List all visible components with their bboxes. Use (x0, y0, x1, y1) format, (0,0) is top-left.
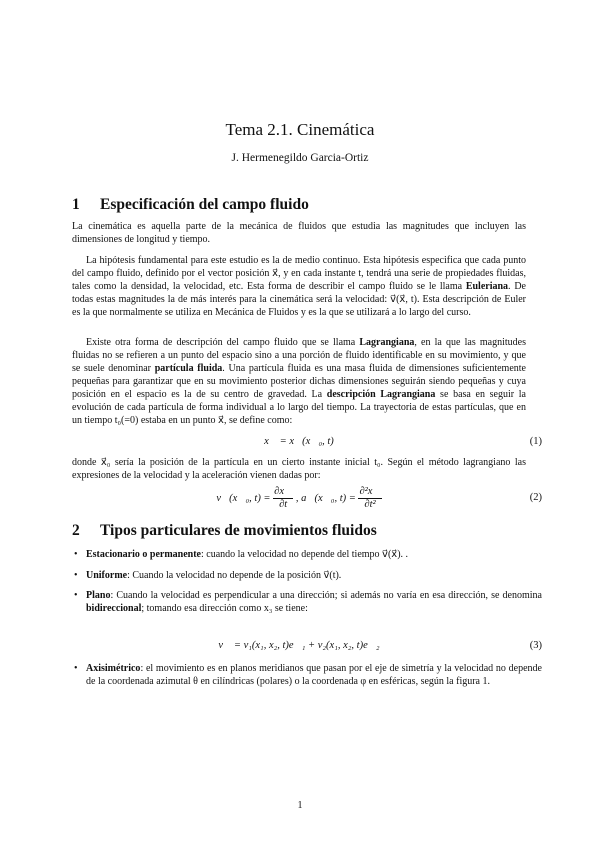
list-item-axisimetrico (74, 662, 542, 688)
fraction-acceleration (358, 486, 381, 511)
text-run: se basa en seguir la evolución de cada partícula de forma individual a lo largo del tiempo. La trayectoria de estas partículas, que en un tiempo t₀(=0) estaba en un punto x⃗, se define como: (72, 389, 526, 426)
text-run: La hipótesis fundamental para este estudio es la de medio continuo. Esta hipótesis especifica que cada punto del campo fluido, definido por el vector posición x⃗, y en cada instante t, tendrá una serie de propiedades fluidas, tales como la densidad, la velocidad, etc. Esta forma de describir el campo fluido se le llama (72, 255, 526, 292)
term-lagrangiana: Lagrangiana (359, 337, 415, 348)
list-item-text: : el movimiento es en planos meridianos que pasan por el eje de simetría y la velocidad no depende de la coordenada azimutal θ en cilíndricas (polares) o la coordenada φ en esféricas, según la figura 1. (86, 663, 542, 687)
list-item-term: Estacionario o permanente (86, 549, 201, 560)
paragraph-donde: donde x⃗₀ sería la posición de la partícula en un cierto instante inicial t₀. Según el método lagrangiano las expresiones de la velocidad y la aceleración vienen dadas por: (72, 457, 526, 481)
list-item-term: Uniforme (86, 570, 128, 581)
bullet-icon: • (74, 549, 78, 560)
list-item-uniforme (74, 569, 542, 582)
list-item-estacionario (74, 548, 542, 561)
equation-2-body (72, 486, 526, 511)
term-particula-fluida: partícula fluida (154, 363, 223, 374)
text-run: Existe otra forma de descripción del campo fluido que se llama (86, 337, 360, 348)
eq2-lhs-acceleration: , a⃗(x⃗₀, t) = (295, 492, 356, 504)
list-item-text: : Cuando la velocidad no depende de la posición v⃗(t). (127, 570, 342, 581)
equation-1-number: (1) (529, 436, 542, 447)
paragraph-euler (72, 254, 526, 319)
document-author: J. Hermenegildo Garcia-Ortiz (231, 152, 369, 164)
text-run: . Una partícula fluida es una masa fluida de dimensiones suficientemente pequeñas para garantizar que en su movimiento posterior dichas dimensiones seguirán siendo pequeñas y cuya posición en el espacio es la de su centro de gravedad. La (72, 363, 526, 400)
fraction-velocity (273, 486, 293, 511)
paragraph-intro: La cinemática es aquella parte de la mecánica de fluidos que estudia las magnitudes que incluyen las dimensiones de longitud y tiempo. (72, 221, 526, 245)
equation-2-number: (2) (529, 492, 542, 503)
paragraph-lagrange (72, 336, 526, 427)
fraction-denominator: ∂t² (364, 499, 376, 510)
bullet-icon: • (74, 590, 78, 601)
text-run: , en la que las magnitudes fluidas no se refieren a un punto del espacio sino a una porción de fluido identificable en su movimiento, y que se suele denominar (72, 337, 526, 374)
section-title: Tipos particulares de movimientos fluidos (100, 522, 377, 539)
bullet-icon: • (74, 570, 78, 581)
bullet-icon: • (74, 663, 78, 674)
eq2-lhs-velocity: v⃗(x⃗₀, t) = (216, 492, 271, 504)
equation-1 (72, 436, 542, 450)
text-run: . De todas estas magnitudes la de más interés para la cinemática será la velocidad: v⃗(x⃗, t). Esta descripción de Euler es la que normalmente se utiliza en Mecánica de Fluidos y es la que se utilizará a lo largo del curso. (72, 281, 526, 318)
equation-2 (72, 486, 542, 512)
equation-1-body: x⃗ = x⃗(x⃗₀, t) (264, 436, 334, 447)
list-item-text: ; tomando esa dirección como x₃ se tiene: (141, 603, 308, 614)
fraction-numerator: ∂x⃗ (274, 486, 293, 497)
term-bidireccional: bidireccional (86, 603, 142, 614)
equation-3-body: v⃗ = v₁(x₁, x₂, t)e⃗₁ + v₂(x₁, x₂, t)e⃗₂ (218, 640, 380, 651)
list-item-term: Axisimétrico (86, 663, 141, 674)
list-item-plano (74, 589, 542, 615)
fraction-numerator: ∂²x⃗ (359, 486, 381, 497)
list-item-text: : Cuando la velocidad es perpendicular a una dirección; si además no varía en esa dirección, se denomina (110, 590, 542, 601)
section-heading-1 (72, 196, 309, 214)
term-euleriana: Euleriana (465, 281, 509, 292)
page-number: 1 (297, 800, 303, 811)
list-item-text: : cuando la velocidad no depende del tiempo v⃗(x⃗). . (201, 549, 409, 560)
equation-3 (72, 640, 542, 654)
section-number: 2 (72, 522, 80, 539)
section-title: Especificación del campo fluido (100, 196, 309, 213)
equation-3-number: (3) (529, 640, 542, 651)
list-item-term: Plano (86, 590, 111, 601)
section-number: 1 (72, 196, 80, 213)
document-title: Tema 2.1. Cinemática (225, 120, 375, 139)
fraction-denominator: ∂t (279, 499, 288, 510)
section-heading-2 (72, 522, 377, 540)
term-descripcion-lagrangiana: descripción Lagrangiana (326, 389, 436, 400)
